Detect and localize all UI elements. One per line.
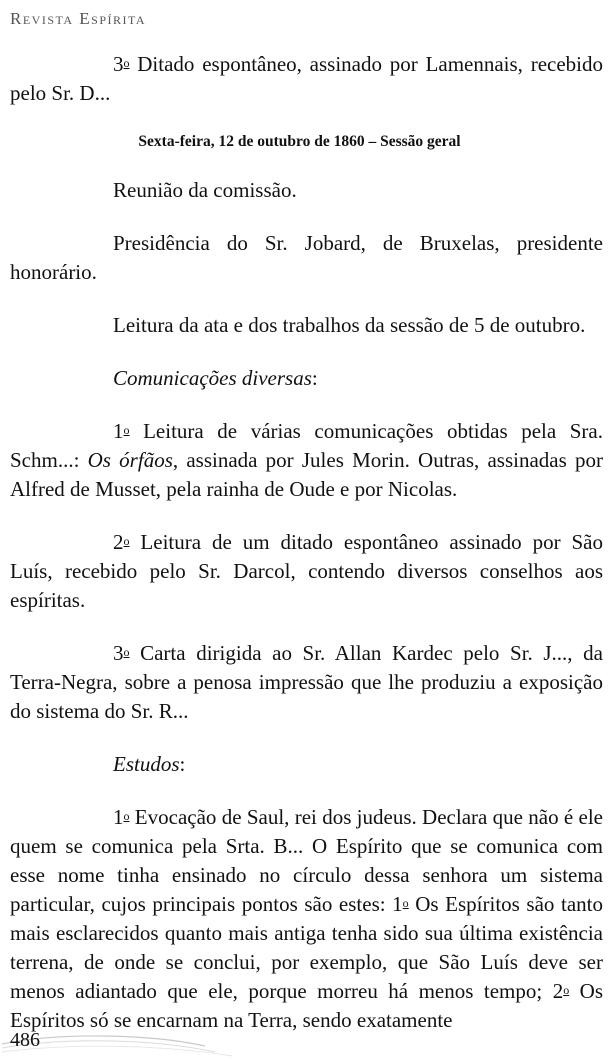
- paragraph-reuniao: Reunião da comissão.: [113, 178, 297, 202]
- session-heading: Sexta-feira, 12 de outubro de 1860 – Sessão geral: [138, 133, 461, 150]
- ordinal-indicator: o: [123, 645, 130, 659]
- paragraph-text: Leitura de um ditado espontâneo assinado por São Luís, recebido pelo Sr. Darcol, contendo diversos conselhos aos espíritas.: [10, 530, 603, 612]
- label-colon: :: [311, 366, 318, 390]
- ordinal-indicator: o: [123, 809, 130, 823]
- paragraph-text: Evocação de Saul, rei dos judeus. Declara que não é ele quem se comunica pela Srta. B... O Espírito que se comunica com esse nome tinha ensinado no círculo dessa senhora um sistema particular, cujos principais pontos são estes:: [10, 805, 603, 916]
- paragraph-text: Leitura de várias comunicações obtidas pela Sra. Schm...:: [10, 419, 603, 472]
- page-number: 486: [10, 1029, 40, 1051]
- item-number: 2: [113, 530, 124, 554]
- label-colon: :: [179, 752, 186, 776]
- section-label-text: Estudos: [113, 752, 180, 776]
- ordinal-indicator: o: [123, 56, 130, 70]
- paragraph-comunicacao-1: [10, 417, 603, 504]
- paragraph-comunicacao-3: [10, 639, 603, 726]
- section-label-estudos: [10, 750, 603, 779]
- item-number: 3: [113, 641, 124, 665]
- ordinal-indicator: o: [123, 423, 130, 437]
- paragraph-ditado-lamennais: [10, 50, 603, 108]
- work-title: Os órfãos: [87, 448, 173, 472]
- item-number: 3: [113, 52, 124, 76]
- paragraph-presidencia: Presidência do Sr. Jobard, de Bruxelas, presidente honorário.: [10, 231, 603, 284]
- paragraph-text: Os Espíritos são tanto mais esclarecidos quanto mais antiga tenha sido sua última existência terrena, de onde se conclui, por exemplo, que São Luís deve ser menos adiantado que ele, porque morreu há menos tempo;: [10, 892, 603, 1003]
- item-number: 2: [552, 979, 564, 1003]
- page-body: [10, 50, 603, 1059]
- paragraph-text: Carta dirigida ao Sr. Allan Kardec pelo Sr. J..., da Terra-Negra, sobre a penosa impressão que lhe produziu a exposição do sistema do Sr. R...: [10, 641, 603, 723]
- section-label-text: Comunicações diversas: [113, 366, 312, 390]
- ordinal-indicator: o: [402, 896, 409, 910]
- section-label-comunicacoes: [10, 364, 603, 393]
- paragraph-estudo-1: [10, 803, 603, 1035]
- ordinal-indicator: o: [563, 983, 570, 997]
- paragraph-text: Os Espíritos só se encarnam na Terra, sendo exatamente: [10, 979, 603, 1032]
- item-number: 1: [113, 805, 124, 829]
- item-number: 1: [113, 419, 124, 443]
- paragraph-text: Ditado espontâneo, assinado por Lamennais, recebido pelo Sr. D...: [10, 52, 603, 105]
- item-number: 1: [392, 892, 403, 916]
- paragraph-text: , assinada por Jules Morin. Outras, assinadas por Alfred de Musset, pela rainha de Oude e por Nicolas.: [10, 448, 603, 501]
- ordinal-indicator: o: [123, 534, 130, 548]
- paragraph-comunicacao-2: [10, 528, 603, 615]
- paragraph-leitura-ata: Leitura da ata e dos trabalhos da sessão de 5 de outubro.: [113, 313, 586, 337]
- running-head: Revista Espírita: [10, 9, 147, 28]
